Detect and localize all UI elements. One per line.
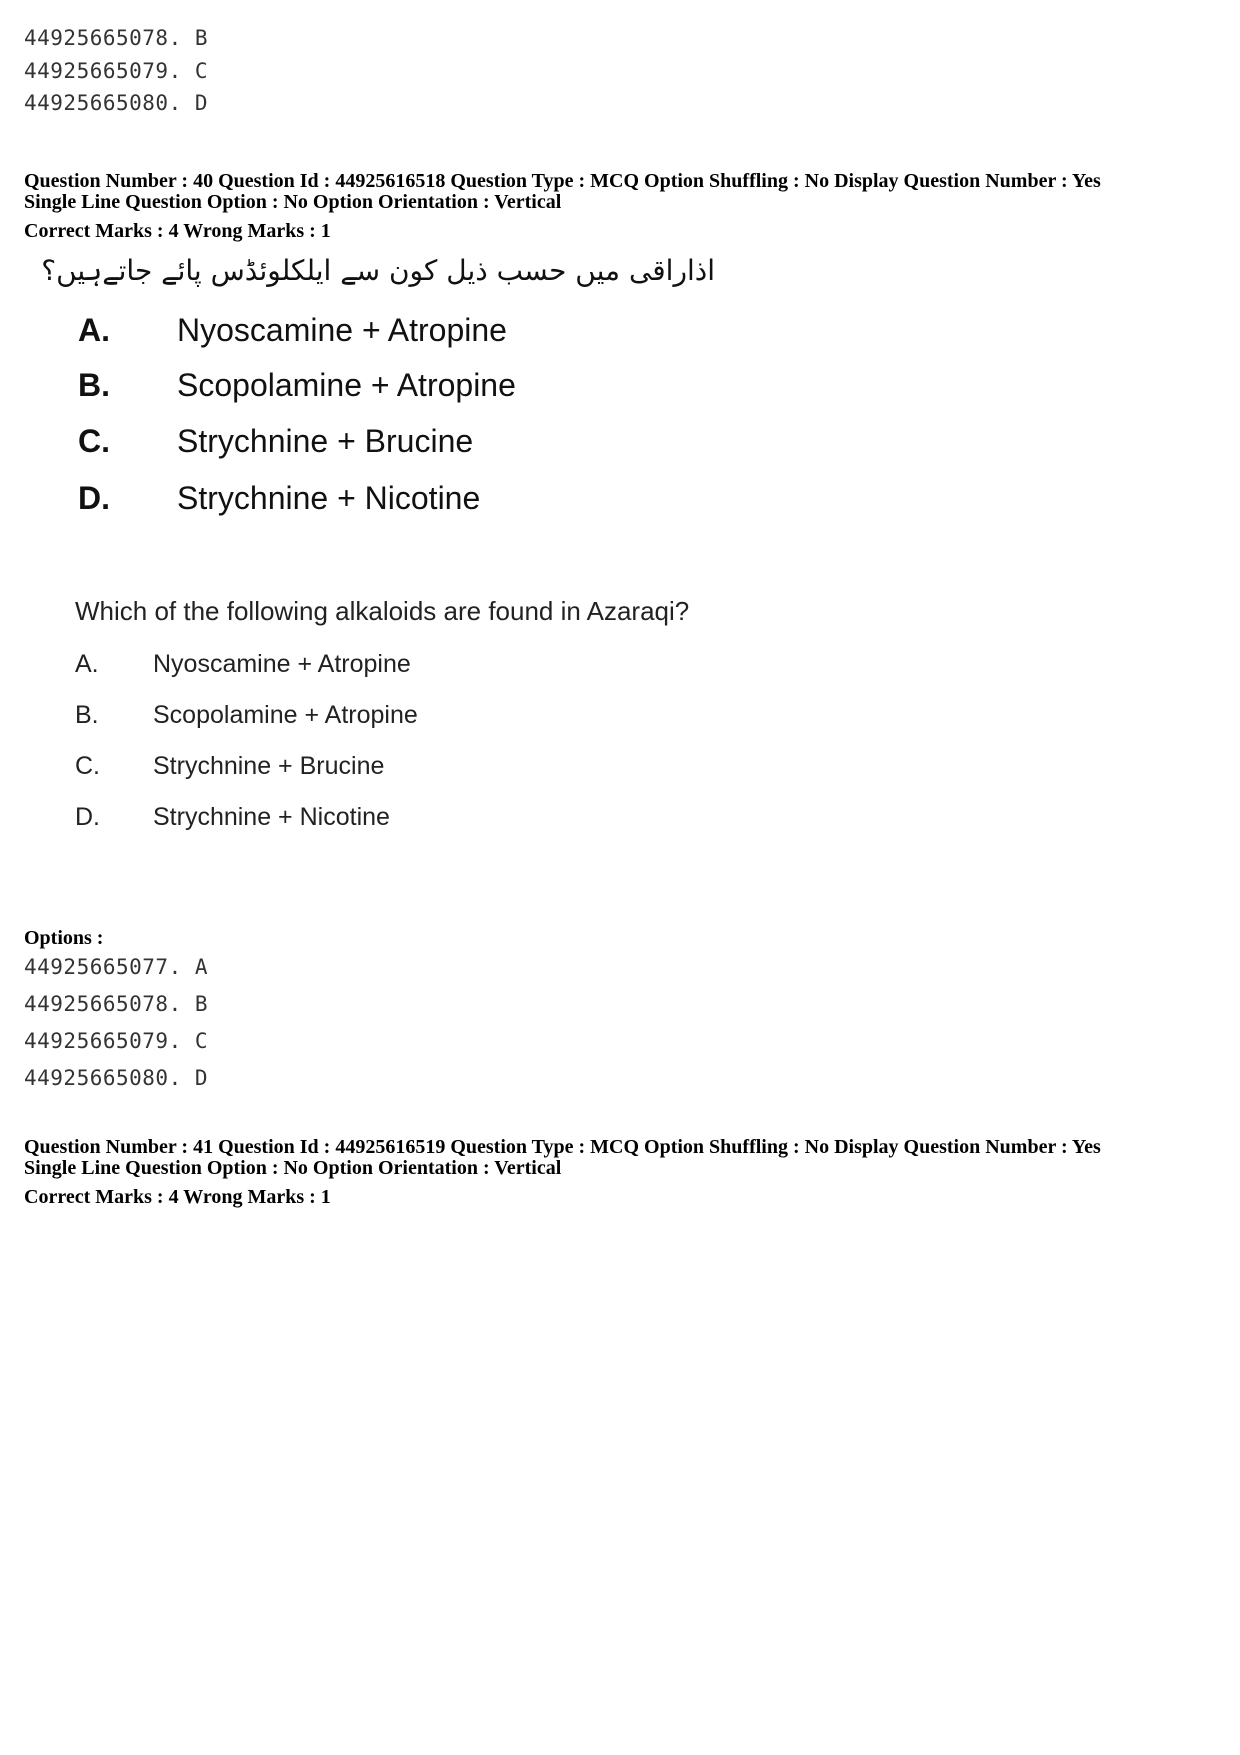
- choice-letter: B.: [78, 367, 110, 403]
- option-id-line: 44925665077. A: [24, 955, 209, 979]
- question-meta-line: Question Number : 41 Question Id : 44925616519 Question Type : MCQ Option Shuffling : No Display Question Number : Yes: [24, 1136, 1101, 1158]
- choice-letter: D.: [75, 803, 100, 831]
- question-meta-line: Question Number : 40 Question Id : 44925616518 Question Type : MCQ Option Shuffling : No Display Question Number : Yes: [24, 170, 1101, 192]
- choice-text: Nyoscamine + Atropine: [153, 650, 411, 678]
- choice-text: Strychnine + Nicotine: [153, 803, 390, 831]
- question-marks: Correct Marks : 4 Wrong Marks : 1: [24, 220, 331, 242]
- option-id-line: 44925665078. B: [24, 992, 209, 1016]
- options-label: Options :: [24, 927, 104, 949]
- choice-text: Nyoscamine + Atropine: [177, 312, 507, 348]
- choice-letter: D.: [78, 480, 110, 516]
- choice-letter: A.: [75, 650, 99, 678]
- choice-text: Strychnine + Brucine: [153, 752, 385, 780]
- option-id-line: 44925665080. D: [24, 91, 209, 115]
- choice-letter: C.: [78, 423, 110, 459]
- option-id-line: 44925665078. B: [24, 26, 209, 50]
- question-image: [41, 250, 745, 850]
- choice-text: Strychnine + Brucine: [177, 423, 474, 459]
- urdu-question: اذاراقی میں حسب ذیل کون سے ایلکلوئڈس پائے جاتےہیں؟: [41, 254, 715, 287]
- option-id-line: 44925665079. C: [24, 59, 209, 83]
- choice-letter: C.: [75, 752, 100, 780]
- choice-letter: A.: [78, 312, 110, 348]
- choice-text: Strychnine + Nicotine: [177, 480, 481, 516]
- question-meta-line: Single Line Question Option : No Option Orientation : Vertical: [24, 191, 562, 213]
- english-question: Which of the following alkaloids are found in Azaraqi?: [75, 596, 690, 626]
- choice-text: Scopolamine + Atropine: [177, 367, 516, 403]
- choice-text: Scopolamine + Atropine: [153, 701, 418, 729]
- option-id-line: 44925665080. D: [24, 1066, 209, 1090]
- choice-letter: B.: [75, 701, 99, 729]
- question-meta-line: Single Line Question Option : No Option Orientation : Vertical: [24, 1157, 562, 1179]
- option-id-line: 44925665079. C: [24, 1029, 209, 1053]
- question-marks: Correct Marks : 4 Wrong Marks : 1: [24, 1186, 331, 1208]
